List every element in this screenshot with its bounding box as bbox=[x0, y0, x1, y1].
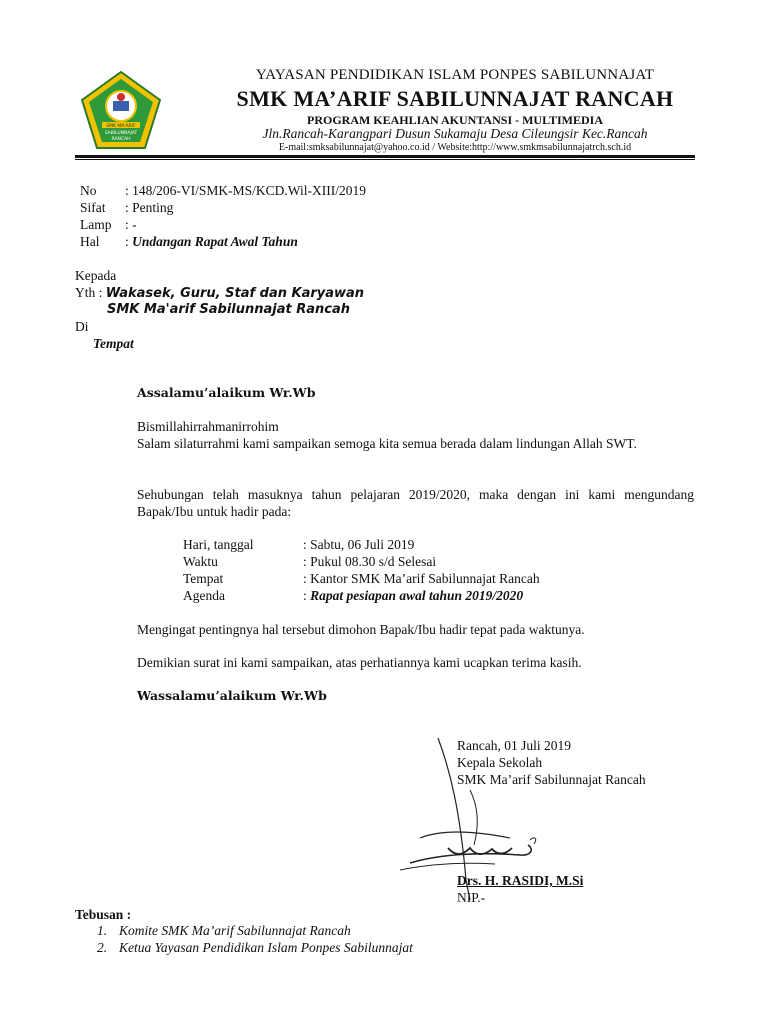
detail-row bbox=[183, 587, 523, 604]
logo-text-3: RANCAH bbox=[111, 137, 131, 142]
meta-lamp bbox=[80, 216, 137, 233]
meta-lamp-value: : - bbox=[125, 217, 137, 232]
tembusan-num: 2. bbox=[97, 940, 108, 955]
detail-label: Agenda bbox=[183, 588, 225, 603]
logo-text-1: SMK MA'ARIF bbox=[106, 124, 136, 129]
school-contact: E-mail:smksabilunnajat@yahoo.co.id / Website:http://www.smkmsabilunnajatrch.sch.id bbox=[278, 142, 632, 153]
school-logo bbox=[80, 70, 162, 152]
paragraph-2: Sehubungan telah masuknya tahun pelajaran 2019/2020, maka dengan ini kami mengundang Bapak/Ibu untuk hadir pada: bbox=[137, 487, 694, 519]
signature-place-date: Rancah, 01 Juli 2019 bbox=[457, 738, 571, 753]
foundation-name: YAYASAN PENDIDIKAN ISLAM PONPES SABILUNNAJAT bbox=[255, 67, 655, 83]
meta-hal-label: Hal bbox=[80, 234, 100, 249]
closing-greeting: Wassalamu’alaikum Wr.Wb bbox=[137, 688, 327, 703]
tembusan-item bbox=[97, 922, 351, 939]
detail-colon: : bbox=[303, 588, 307, 603]
detail-label: Tempat bbox=[183, 571, 224, 586]
recipient-di: Di bbox=[75, 319, 89, 334]
school-name: SMK MA’ARIF SABILUNNAJAT RANCAH bbox=[236, 86, 674, 111]
header-rule-thin bbox=[75, 159, 695, 160]
recipient-name-1: Wakasek, Guru, Staf dan Karyawan bbox=[105, 286, 365, 301]
paragraph-4: Demikian surat ini kami sampaikan, atas perhatiannya kami ucapkan terima kasih. bbox=[137, 655, 582, 670]
meta-no-value: : 148/206-VI/SMK-MS/KCD.Wil-XIII/2019 bbox=[125, 183, 366, 198]
logo-text-2: SABILUNNAJAT bbox=[104, 131, 138, 136]
meta-hal bbox=[80, 233, 298, 250]
meta-sifat-label: Sifat bbox=[80, 200, 106, 215]
tembusan-text: Ketua Yayasan Pendidikan Islam Ponpes Sabilunnajat bbox=[119, 940, 413, 955]
signature-institution: SMK Ma’arif Sabilunnajat Rancah bbox=[457, 772, 646, 787]
tembusan-title: Tebusan : bbox=[75, 907, 132, 922]
recipient-kepada: Kepada bbox=[75, 268, 117, 283]
signature-position: Kepala Sekolah bbox=[457, 755, 543, 770]
school-address: Jln.Rancah-Karangpari Dusun Sukamaju Desa Cileungsir Kec.Rancah bbox=[262, 126, 648, 141]
detail-row bbox=[183, 570, 540, 587]
recipient-yth: Yth : bbox=[75, 285, 103, 300]
recipient-name-2: SMK Ma'arif Sabilunnajat Rancah bbox=[107, 302, 351, 317]
detail-value: Rapat pesiapan awal tahun 2019/2020 bbox=[310, 588, 524, 603]
signatory-name: Drs. H. RASIDI, M.Si bbox=[457, 873, 584, 888]
meta-sifat-value: : Penting bbox=[125, 200, 174, 215]
bismillah: Bismillahirrahmanirrohim bbox=[137, 419, 279, 434]
meta-no bbox=[80, 182, 366, 199]
tembusan-text: Komite SMK Ma’arif Sabilunnajat Rancah bbox=[119, 923, 351, 938]
detail-value: : Pukul 08.30 s/d Selesai bbox=[303, 554, 437, 569]
recipient-tempat: Tempat bbox=[93, 336, 134, 351]
tembusan-item bbox=[97, 939, 413, 956]
meta-hal-colon: : bbox=[125, 234, 129, 249]
meta-hal-value: Undangan Rapat Awal Tahun bbox=[132, 234, 298, 249]
meta-lamp-label: Lamp bbox=[80, 217, 112, 232]
detail-row bbox=[183, 553, 436, 570]
detail-row bbox=[183, 536, 414, 553]
greeting: Assalamu’alaikum Wr.Wb bbox=[137, 385, 316, 400]
header-rule-thick bbox=[75, 155, 695, 158]
detail-value: : Kantor SMK Ma’arif Sabilunnajat Rancah bbox=[303, 571, 540, 586]
program-name: PROGRAM KEAHLIAN AKUNTANSI - MULTIMEDIA bbox=[306, 113, 604, 127]
paragraph-1: Salam silaturrahmi kami sampaikan semoga kita semua berada dalam lindungan Allah SWT. bbox=[137, 436, 637, 451]
signatory-nip: NIP.- bbox=[457, 890, 486, 905]
detail-value: : Sabtu, 06 Juli 2019 bbox=[303, 537, 415, 552]
recipient-line-1 bbox=[75, 284, 364, 302]
paragraph-3: Mengingat pentingnya hal tersebut dimohon Bapak/Ibu hadir tepat pada waktunya. bbox=[137, 622, 585, 637]
meta-sifat bbox=[80, 199, 173, 216]
tembusan-num: 1. bbox=[97, 923, 108, 938]
detail-label: Hari, tanggal bbox=[183, 537, 254, 552]
detail-label: Waktu bbox=[183, 554, 218, 569]
meta-no-label: No bbox=[80, 183, 97, 198]
